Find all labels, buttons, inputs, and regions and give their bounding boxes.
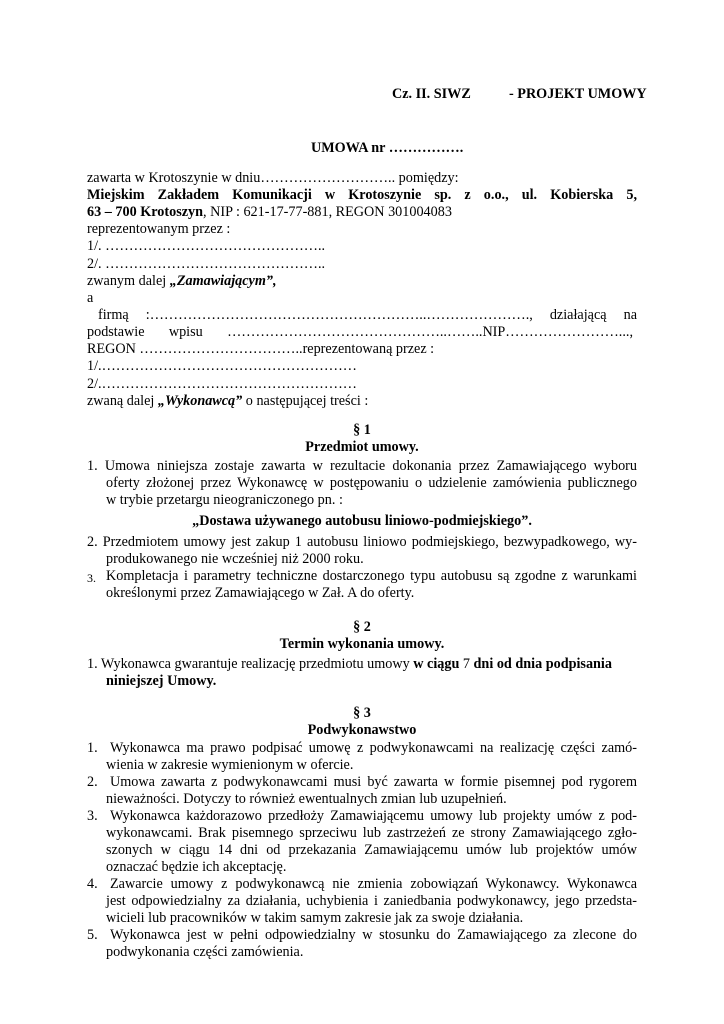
s1-p2-line2: produkowanego nie wcześniej niż 2000 roku. — [106, 551, 364, 567]
s3-item1-line2: wienia w zakresie wymienionym w ofercie. — [106, 757, 354, 773]
s3-item3-line2: wykonawcami. Brak pisemnego sprzeciwu lub zastrzeżeń ze strony Zamawiającego zgło- — [106, 825, 637, 841]
and-word: a — [87, 290, 94, 306]
section3-number: § 3 — [353, 705, 371, 721]
called-prefix: zwanym dalej — [87, 273, 170, 289]
called-wykonawca — [87, 393, 368, 410]
s3-item4-line1: Zawarcie umowy z podwykonawcą nie zmienia zobowiązań Wykonawcy. Wykonawca — [110, 876, 637, 892]
s1-p3-number: 3. — [87, 571, 96, 585]
s2-p1-days: 7 — [459, 656, 474, 672]
party1-line2 — [87, 204, 452, 221]
wykonawca-name: „Wykonawcą” — [157, 393, 243, 409]
s1-p1-line3: w trybie przetargu nieograniczonego pn. : — [106, 492, 343, 508]
s3-item3-number: 3. — [87, 808, 98, 824]
represented-by-line: reprezentowanym przez : — [87, 221, 231, 237]
concluded-line: zawarta w Krotoszynie w dniu……………………….. pomiędzy: — [87, 170, 459, 186]
s3-item2-line2: nieważności. Dotyczy to również ewentualnych zmian lub uzupełnień. — [106, 791, 507, 807]
representative-3: 1/.……………………………………………… — [87, 358, 357, 374]
s3-item4-line2: jest odpowiedzialny za działania, uchybienia i zaniedbania podwykonawcy, jego przedsta- — [106, 893, 637, 909]
s2-p1-line1 — [87, 656, 612, 673]
s3-item3-line1: Wykonawca każdorazowo przedłoży Zamawiającemu umowy lub projekty umów z pod- — [110, 808, 637, 824]
register-line: podstawie wpisu ………………………………………..……..NIP……………………..., — [87, 324, 633, 340]
representative-4: 2/.……………………………………………… — [87, 376, 357, 392]
s2-p1-bold2: dni od dnia podpisania — [473, 656, 612, 672]
section1-number: § 1 — [353, 422, 371, 438]
regon-line: REGON ……………………………..reprezentowaną przez : — [87, 341, 435, 357]
party1-line1: Miejskim Zakładem Komunikacji w Krotoszynie sp. z o.o., ul. Kobierska 5, — [87, 187, 637, 203]
contract-subject: „Dostawa używanego autobusu liniowo-podmiejskiego”. — [192, 513, 532, 529]
firm-line: firmą :…………………………………………………..…………………., działającą na — [98, 307, 637, 323]
representative-2: 2/. ……………………………………….. — [87, 256, 326, 272]
s3-item4-number: 4. — [87, 876, 98, 892]
s3-item5-number: 5. — [87, 927, 98, 943]
header-part: Cz. II. SIWZ — [392, 86, 471, 102]
s3-item4-line3: wicieli lub pracowników w takim samym zakresie jak za swoje działania. — [106, 910, 524, 926]
s3-item3-line3: szonych w ciągu 14 dni od przekazania Zamawiającemu umów lub projektów umów — [106, 842, 637, 858]
called2-prefix: zwaną dalej — [87, 393, 158, 409]
s1-p1-line1: 1. Umowa niniejsza zostaje zawarta w rezultacie dokonania przez Zamawiającego wyboru — [87, 458, 637, 474]
party1-city: 63 – 700 Krotoszyn — [87, 204, 203, 220]
called-zamawiajacy — [87, 273, 277, 290]
section3-title: Podwykonawstwo — [307, 722, 417, 738]
s3-item2-number: 2. — [87, 774, 98, 790]
s3-item3-line4: oznaczać będzie ich akceptację. — [106, 859, 287, 875]
s3-item5-line1: Wykonawca jest w pełni odpowiedzialny w stosunku do Zamawiającego za zlecone do — [110, 927, 637, 943]
section2-number: § 2 — [353, 619, 371, 635]
s1-p3-line1: Kompletacja i parametry techniczne dostarczonego typu autobusu są zgodne z warunkami — [106, 568, 637, 584]
section1-title: Przedmiot umowy. — [305, 439, 419, 455]
section2-title: Termin wykonania umowy. — [279, 636, 445, 652]
s1-p1-line2: oferty złożonej przez Wykonawcę w postępowaniu o udzielenie zamówienia publicznego — [106, 475, 637, 491]
contract-title: UMOWA nr ……………. — [311, 140, 464, 156]
s3-item2-line1: Umowa zawarta z podwykonawcami musi być zawarta w formie pisemnej pod rygorem — [110, 774, 637, 790]
s3-item1-line1: Wykonawca ma prawo podpisać umowę z podwykonawcami na realizację części zamó- — [110, 740, 637, 756]
s2-p1-text: 1. Wykonawca gwarantuje realizację przedmiotu umowy — [87, 656, 414, 672]
party1-ids: , NIP : 621-17-77-881, REGON 301004083 — [203, 204, 452, 220]
called2-suffix: o następującej treści : — [242, 393, 369, 409]
s2-p1-line2: niniejszej Umowy. — [106, 673, 217, 689]
zamawiajacy-name: „Zamawiającym”, — [169, 273, 277, 289]
s1-p2-line1: 2. Przedmiotem umowy jest zakup 1 autobusu liniowo podmiejskiego, bezwypadkowego, wy- — [87, 534, 637, 550]
s3-item1-number: 1. — [87, 740, 98, 756]
s1-p3-line2: określonymi przez Zamawiającego w Zał. A do oferty. — [106, 585, 415, 601]
s3-item5-line2: podwykonania części zamówienia. — [106, 944, 304, 960]
s2-p1-bold1: w ciągu — [413, 656, 460, 672]
representative-1: 1/. ……………………………………….. — [87, 238, 326, 254]
header-title: - PROJEKT UMOWY — [509, 86, 647, 102]
